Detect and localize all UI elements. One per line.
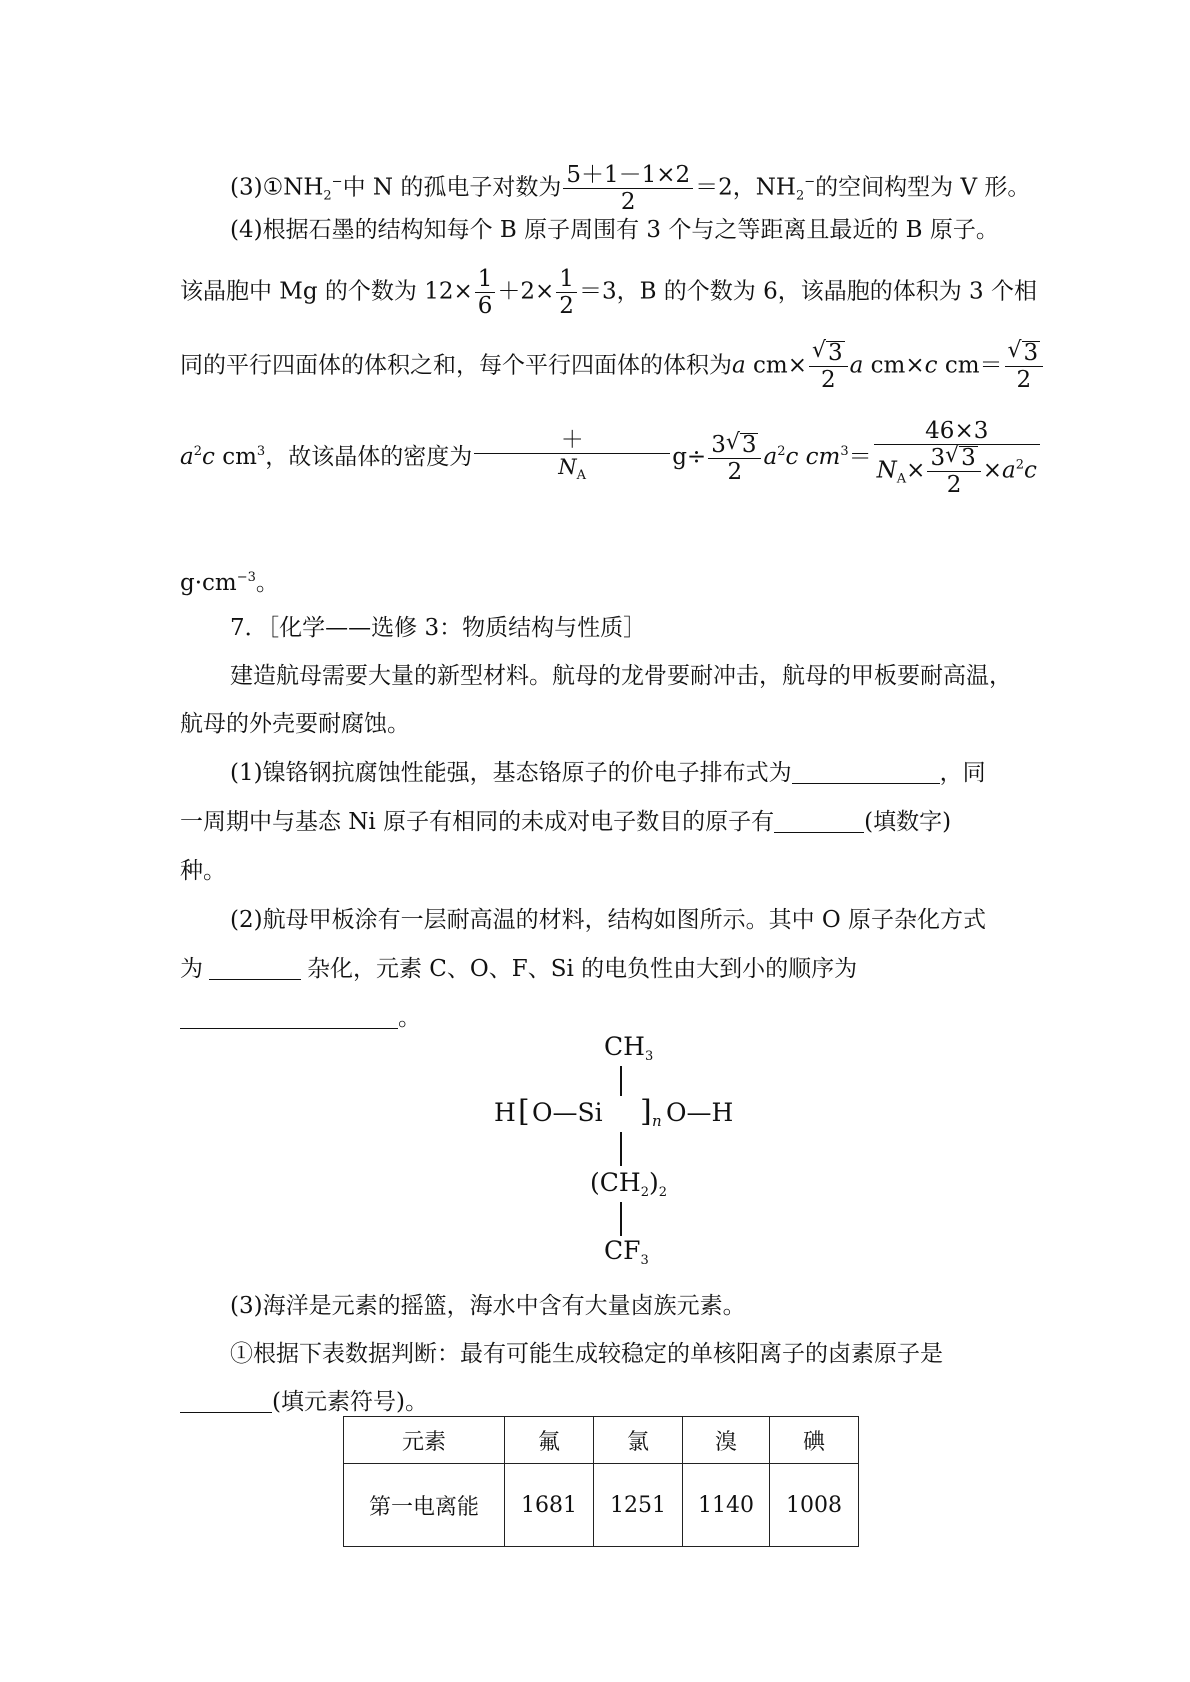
q4-line1: (4)根据石墨的结构知每个 B 原子周围有 3 个与之等距离且最近的 B 原子。 (230, 217, 999, 243)
q3-line: $(3)①NH_2^-$中 N 的孤电子对数为 $\frac{5+1-1\times 2}{2}$ ＝2，$NH_2^-$的空间构型为 V 形。 (230, 162, 1031, 215)
q7-p2-line2: 为 杂化，元素 C、O、F、Si 的电负性由大到小的顺序为 (180, 956, 858, 982)
q4-line2: 该晶胞中 Mg 的个数为 12× $\frac{1}{6}$ ＋2× $\frac{1}{2}$ ＝3，B 的个数为 6，该晶胞的体积为 3 个相 (180, 266, 1037, 319)
answer-blank-5[interactable] (180, 1388, 272, 1413)
mol-ch2: $(CH_2)_2$ (590, 1168, 668, 1200)
q4-line3: 同的平行四面体的体积之和，每个平行四面体的体积为a cm× √ $\frac{3}{2}$ a cm×c cm＝ √ $\frac{3}{2}$ (180, 340, 1012, 393)
table-header-row: 元素 氟 氯 溴 碘 (344, 1417, 859, 1464)
mol-ch3-top: $CH_3$ (604, 1032, 654, 1064)
fraction-sqrt3-over-2-b: √ $\frac{3}{2}$ (1005, 340, 1044, 393)
fraction-density-result: 46×3 $N_A\times$ $\frac{3√ 3}{2}$ $\times a^2c$ (874, 418, 1040, 498)
fraction-3sqrt3-over-2: $\frac{3√ 3}{2}$ (708, 432, 761, 485)
q7-p1-line3: 种。 (180, 858, 226, 884)
mol-h-left: H (494, 1098, 516, 1127)
q7-p3-1-line2: (填元素符号)。 (180, 1386, 1012, 1418)
mol-n: n (652, 1112, 662, 1130)
mol-o-h: O—H (666, 1098, 734, 1127)
q3-text: (3)①NH (230, 174, 324, 201)
q7-p2-line3: 。 (180, 1002, 1012, 1034)
fraction-sqrt3-over-2: √ $\frac{3}{2}$ (809, 340, 848, 393)
answer-blank-2[interactable] (774, 808, 864, 833)
ionization-energy-table (343, 1416, 859, 1547)
answer-blank-3[interactable] (209, 955, 301, 980)
table-row: 第一电离能 1681 1251 1140 1008 (344, 1464, 859, 1547)
mol-cf3: $CF_3$ (604, 1236, 649, 1268)
q7-intro1: 建造航母需要大量的新型材料。航母的龙骨要耐冲击，航母的甲板要耐高温， (230, 663, 1012, 689)
q7-p1-line1: (1)镍铬钢抗腐蚀性能强，基态铬原子的价电子排布式为 ，同 (230, 760, 986, 786)
fraction-one-half: $\frac{1}{2}$ (556, 266, 577, 319)
fraction-one-sixth: $\frac{1}{6}$ (475, 266, 496, 319)
fraction-mass-over-NA: $\frac{+}{N_A}$ (474, 427, 670, 489)
q7-p3-1-line1: ①根据下表数据判断：最有可能生成较稳定的单核阳离子的卤素原子是 (230, 1341, 943, 1367)
q4-line4: $a^2c$ $cm^3$，故该晶体的密度为 $\frac{+}{N_A}$ g÷ $\frac{3√ 3}{2}$ $a^2c$ $cm^3=$ 46×3 $N_A\times$ $\frac{3√ 3}{2}$ $\times a^2c$ (180, 418, 1012, 498)
polymer-structure-diagram: $CH_3$ H [ O—Si ] n O—H $(CH_2)_2$ $CF_3$ (494, 1032, 734, 1268)
answer-blank-1[interactable] (792, 759, 940, 784)
q7-p1-line2: 一周期中与基态 Ni 原子有相同的未成对电子数目的原子有 (填数字) (180, 809, 952, 835)
q7-p3: (3)海洋是元素的摇篮，海水中含有大量卤族元素。 (230, 1293, 746, 1319)
answer-blank-4[interactable] (180, 1004, 398, 1029)
fraction-lone-pairs: $\frac{5+1-1\times 2}{2}$ (563, 162, 693, 215)
q4-line5: $g\cdot cm^{-3}$。 (180, 570, 279, 596)
q7-p2-line1: (2)航母甲板涂有一层耐高温的材料，结构如图所示。其中 O 原子杂化方式 (230, 907, 987, 933)
q7-title: 7．［化学——选修 3：物质结构与性质］ (230, 615, 647, 641)
mol-o-si: O—Si (532, 1098, 603, 1127)
q7-intro2: 航母的外壳要耐腐蚀。 (180, 711, 410, 737)
